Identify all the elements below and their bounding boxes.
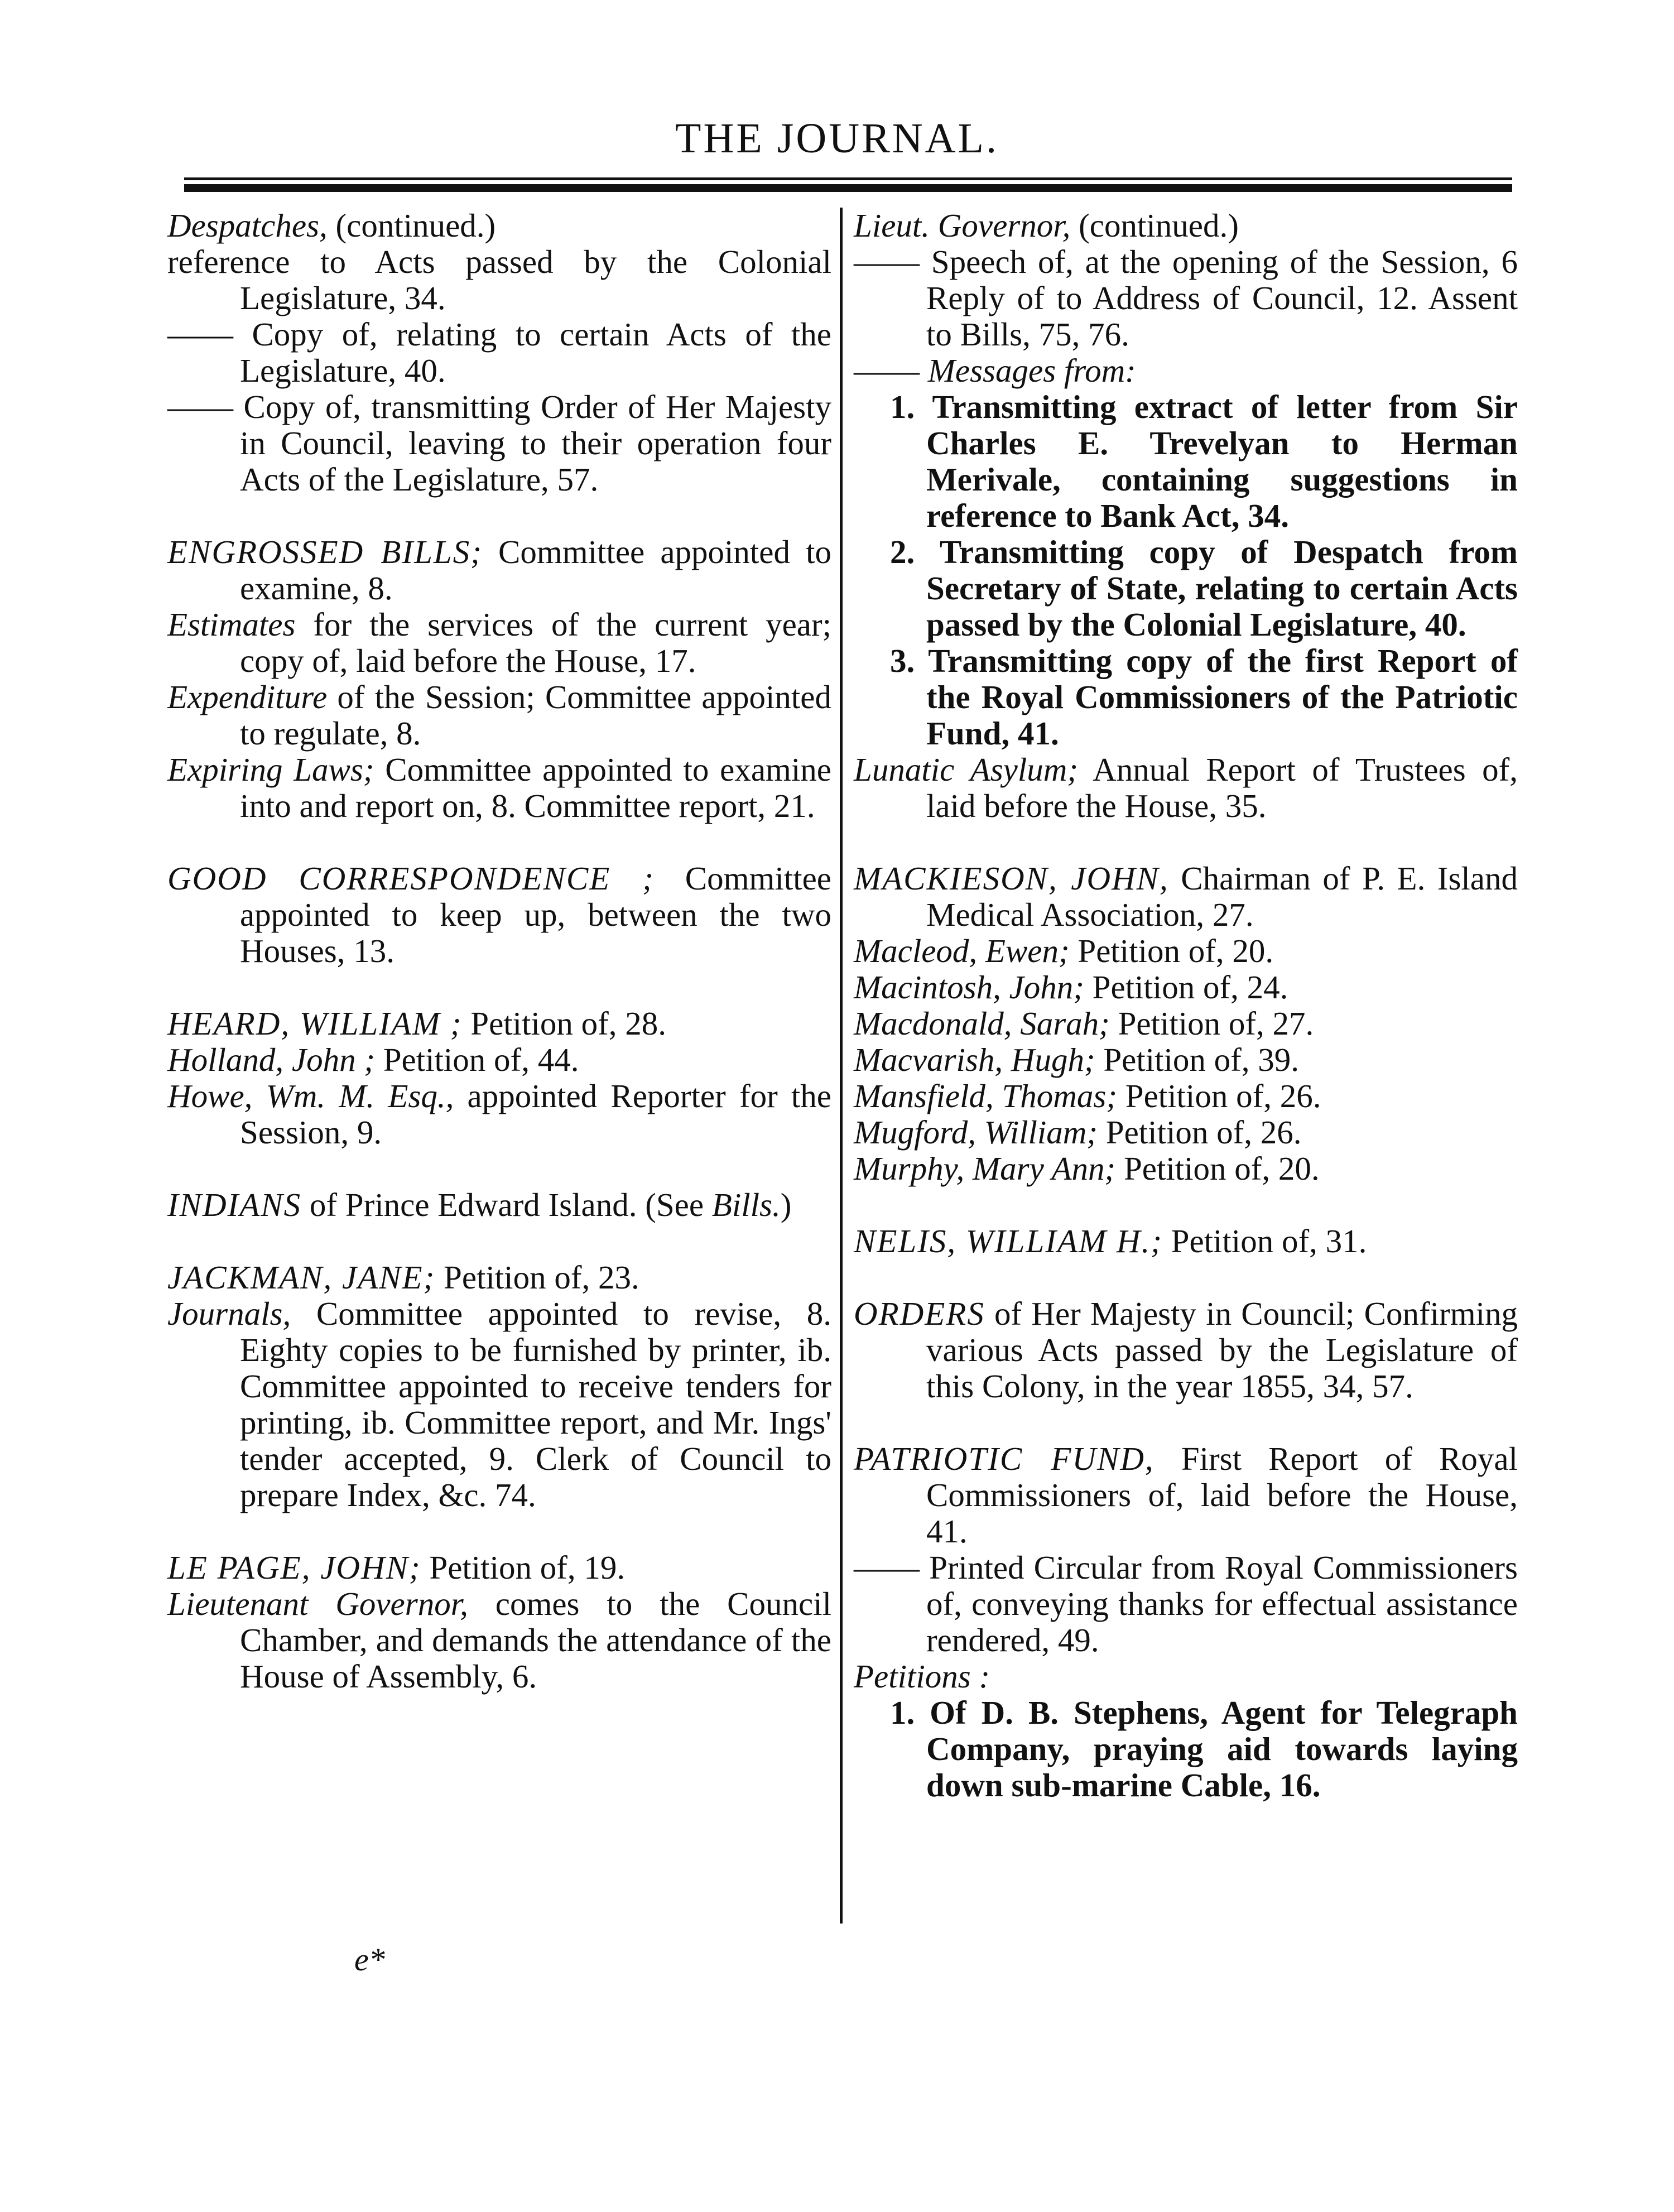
index-entry-murphy [854,1151,1518,1187]
entry-text: for the services of the current year; copy of, laid before the House, 17. [240,606,831,679]
index-entry-heard [167,1006,831,1042]
entry-text: Petition of, 27. [1109,1005,1314,1042]
entry-text: —— [854,352,928,389]
index-entry-lieut-cont [854,208,1518,244]
header-rule-thick [184,184,1512,192]
index-entry-msg-3 [854,643,1518,752]
entry-text: 1. Transmitting extract of letter from Sir Charles E. Trevelyan to Herman Merivale, containing suggestions in reference to Bank Act, 34. [890,388,1518,534]
index-entry-lieut-speech [854,244,1518,353]
entry-text: Petition of, 44. [374,1041,579,1078]
entry-heading: Estimates [167,606,296,643]
page-title: THE JOURNAL. [675,115,999,162]
index-entry-despatches-2 [167,316,831,389]
entry-text: 1. Of D. B. Stephens, Agent for Telegraph Company, praying aid towards laying down sub-marine Cable, 16. [890,1694,1518,1804]
index-entry-nelis [854,1223,1518,1259]
entry-heading: Macvarish, Hugh; [854,1041,1095,1078]
entry-heading: GOOD CORRESPONDENCE ; [167,860,655,897]
entry-heading: Macdonald, Sarah; [854,1005,1110,1042]
entry-text: —— Copy of, relating to certain Acts of the Legislature, 40. [167,316,831,389]
entry-text: of Prince Edward Island. (See [301,1186,712,1223]
index-entry-orders [854,1296,1518,1405]
entry-text: of Her Majesty in Council; Confirming various Acts passed by the Legislature of this Colony, in the year 1855, 34, 57. [926,1295,1518,1405]
index-entry-engrossed [167,534,831,607]
index-entry-lieutenant [167,1586,831,1695]
column-divider [840,208,843,1924]
entry-text: Petition of, 26. [1117,1078,1321,1114]
entry-text: of the Session; Committee appointed to regulate, 8. [240,679,831,752]
entry-heading: Murphy, Mary Ann; [854,1150,1116,1187]
index-entry-expenditure [167,679,831,752]
index-column-left [167,208,831,1695]
entry-text: (continued.) [327,207,496,244]
entry-heading: INDIANS [167,1186,302,1223]
entry-text: Committee appointed to examine, 8. [240,533,831,607]
entry-text: reference to Acts passed by the Colonial Legislature, 34. [167,243,831,316]
entry-text: Chairman of P. E. Island Medical Association, 27. [926,860,1518,933]
entry-heading: Mansfield, Thomas; [854,1078,1117,1114]
signature-mark: e* [354,1941,385,1978]
entry-text: Petition of, 24. [1084,969,1288,1006]
index-entry-journals [167,1296,831,1513]
index-entry-petition-1 [854,1695,1518,1804]
entry-text: Committee appointed to keep up, between the two Houses, 13. [240,860,831,969]
entry-heading: LE PAGE, JOHN; [167,1549,421,1586]
index-entry-indians [167,1187,831,1223]
entry-text: (continued.) [1070,207,1239,244]
entry-heading: PATRIOTIC FUND, [854,1440,1155,1477]
header-rule-thin [184,177,1512,180]
entry-heading: NELIS, WILLIAM H.; [854,1223,1163,1259]
entry-heading: HEARD, WILLIAM ; [167,1005,463,1042]
index-column-right [854,208,1518,1804]
entry-text: Petition of, 26. [1098,1114,1302,1151]
entry-text: 2. Transmitting copy of Despatch from Secretary of State, relating to certain Acts passed by the Colonial Legislature, 40. [890,533,1518,643]
entry-text: appointed Reporter for the Session, 9. [240,1078,831,1151]
entry-heading: Macintosh, John; [854,969,1084,1006]
entry-text: Committee appointed to examine into and report on, 8. Committee report, 21. [240,751,831,824]
entry-heading: JACKMAN, JANE; [167,1259,436,1296]
index-entry-lepage [167,1550,831,1586]
index-entry-estimates [167,607,831,679]
entry-text: —— Printed Circular from Royal Commissioners of, conveying thanks for effectual assistance rendered, 49. [854,1549,1518,1658]
entry-text: Petition of, 20. [1115,1150,1320,1187]
index-entry-macdonald [854,1006,1518,1042]
entry-heading: Petitions : [854,1658,990,1695]
entry-italic-ref: Bills. [711,1186,781,1223]
index-entry-despatches-1 [167,244,831,316]
entry-heading: ENGROSSED BILLS; [167,533,483,570]
index-entry-lieut-messages [854,353,1518,389]
index-entry-macintosh [854,969,1518,1006]
index-entry-despatches-cont [167,208,831,244]
index-entry-mugford [854,1114,1518,1151]
entry-tail: ) [780,1186,792,1223]
entry-heading: ORDERS [854,1295,985,1332]
index-entry-good [167,860,831,969]
index-entry-holland [167,1042,831,1078]
index-entry-patriotic [854,1441,1518,1550]
index-entry-patriotic-2 [854,1550,1518,1658]
entry-heading: Holland, John ; [167,1041,375,1078]
index-entry-lunatic [854,752,1518,824]
entry-text: First Report of Royal Commissioners of, laid before the House, 41. [926,1440,1518,1550]
index-entry-msg-2 [854,534,1518,643]
entry-heading: Howe, Wm. M. Esq., [167,1078,454,1114]
entry-heading: Lieut. Governor, [854,207,1071,244]
entry-heading: Journals, [167,1295,291,1332]
entry-italic-ref: Messages from: [927,352,1136,389]
entry-heading: Expenditure [167,679,328,715]
entry-heading: Lieutenant Governor, [167,1585,468,1622]
entry-heading: MACKIESON, JOHN, [854,860,1169,897]
entry-text: Committee appointed to revise, 8. Eighty copies to be furnished by printer, ib. Committee appointed to receive tenders for printing, ib. Committee report, and Mr. Ings' tender accepted, 9. Clerk of Council to prepare Index, &c. 74. [240,1295,831,1513]
entry-heading: Macleod, Ewen; [854,932,1070,969]
index-entry-jackman [167,1259,831,1296]
entry-text: Annual Report of Trustees of, laid before the House, 35. [926,751,1518,824]
index-entry-howe [167,1078,831,1151]
entry-text: Petition of, 19. [421,1549,626,1586]
entry-text: comes to the Council Chamber, and demands the attendance of the House of Assembly, 6. [240,1585,831,1695]
index-entry-macvarish [854,1042,1518,1078]
entry-text: Petition of, 23. [435,1259,639,1296]
entry-heading: Lunatic Asylum; [854,751,1078,788]
index-entry-petitions [854,1658,1518,1695]
entry-text: —— Speech of, at the opening of the Session, 6 Reply of to Address of Council, 12. Assent to Bills, 75, 76. [854,243,1518,353]
entry-heading: Despatches, [167,207,328,244]
index-entry-despatches-3 [167,389,831,498]
entry-text: —— Copy of, transmitting Order of Her Majesty in Council, leaving to their operation four Acts of the Legislature, 57. [167,388,831,498]
index-entry-mackieson [854,860,1518,933]
entry-heading: Mugford, William; [854,1114,1098,1151]
entry-heading: Expiring Laws; [167,751,374,788]
index-entry-macleod [854,933,1518,969]
entry-text: Petition of, 31. [1162,1223,1367,1259]
index-entry-mansfield [854,1078,1518,1114]
entry-text: 3. Transmitting copy of the first Report of the Royal Commissioners of the Patriotic Fund, 41. [890,642,1518,752]
entry-text: Petition of, 39. [1095,1041,1300,1078]
index-entry-expiring [167,752,831,824]
entry-text: Petition of, 28. [462,1005,666,1042]
index-entry-msg-1 [854,389,1518,534]
entry-text: Petition of, 20. [1069,932,1274,969]
